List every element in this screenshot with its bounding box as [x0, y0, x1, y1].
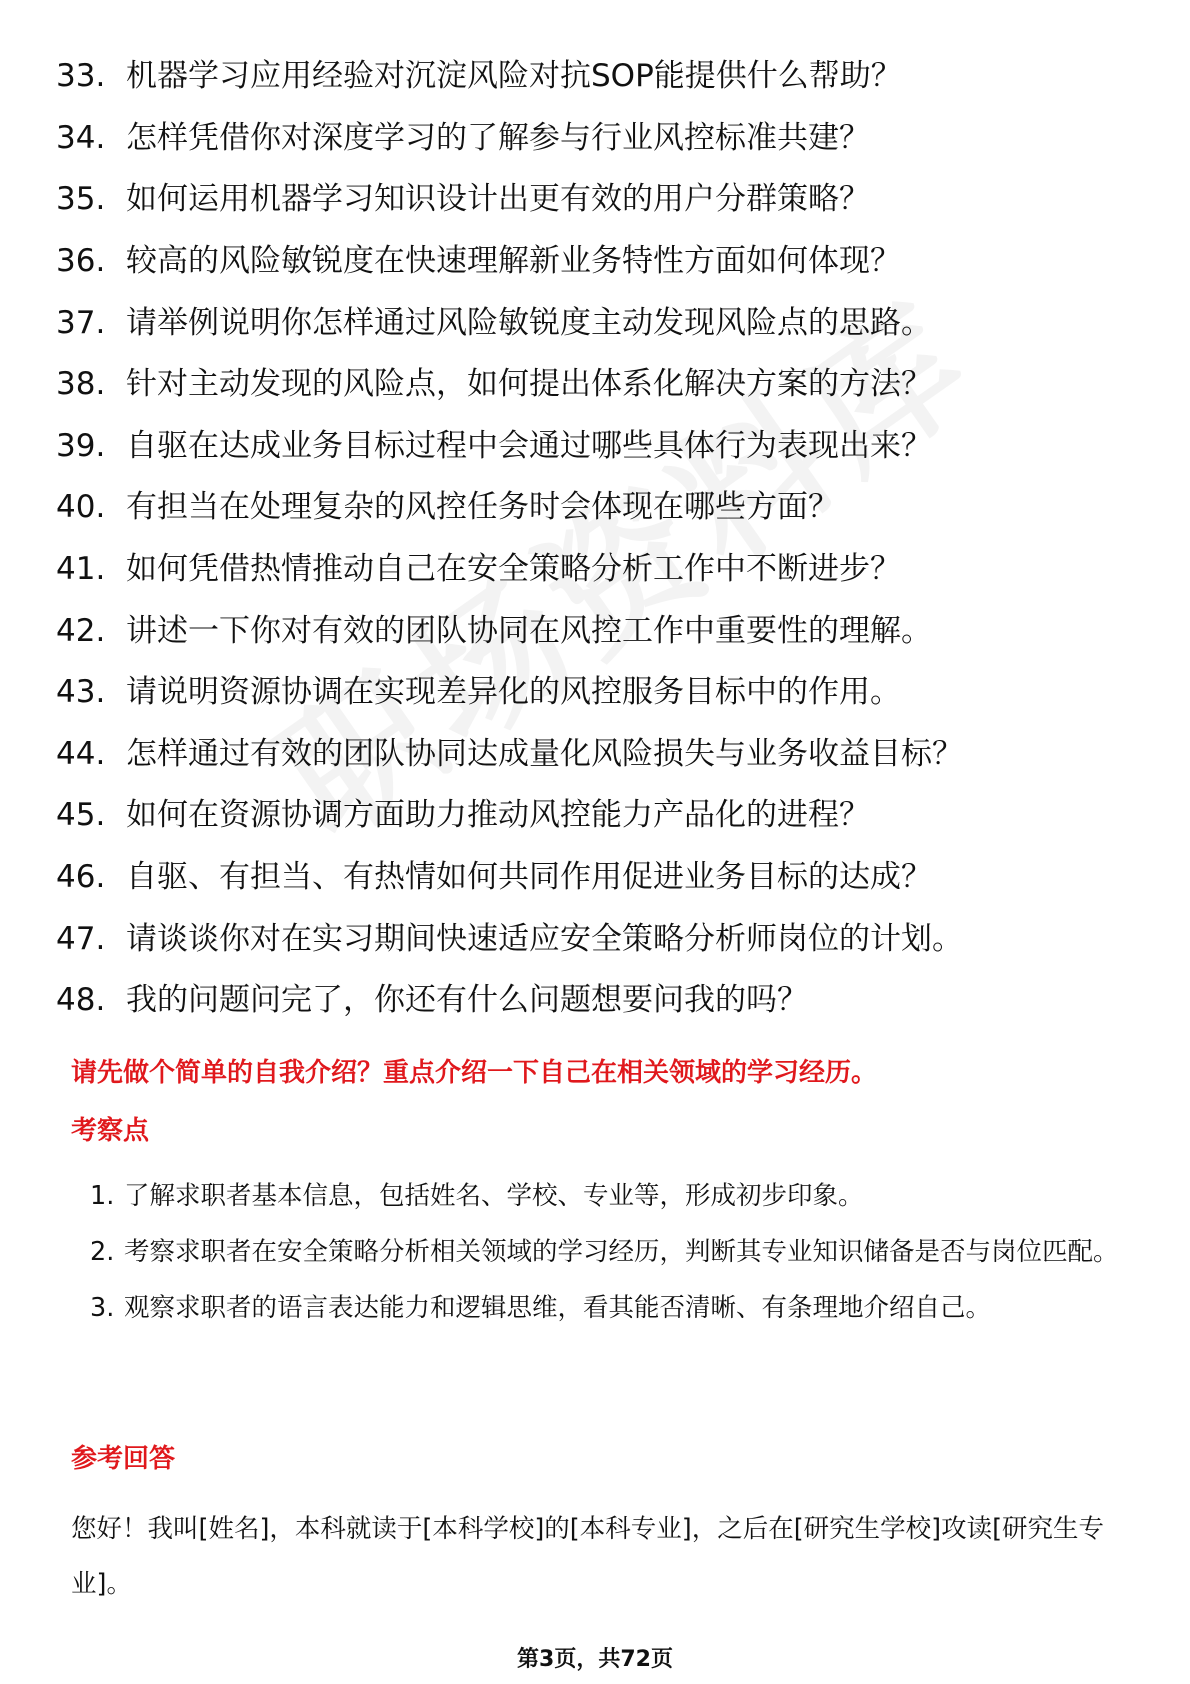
- question-number: 36.: [56, 243, 106, 280]
- question-item: [56, 600, 963, 662]
- question-item: [56, 785, 963, 847]
- question-item: [56, 724, 963, 786]
- question-number: 45.: [56, 797, 106, 834]
- question-text: 请谈谈你对在实习期间快速适应安全策略分析师岗位的计划。: [126, 920, 963, 957]
- question-item: [56, 46, 963, 108]
- question-number: 42.: [56, 612, 106, 649]
- question-text: 怎样凭借你对深度学习的了解参与行业风控标准共建？: [126, 119, 870, 156]
- question-text: 请举例说明你怎样通过风险敏锐度主动发现风险点的思路。: [126, 304, 932, 341]
- question-number: 34.: [56, 119, 106, 156]
- point-text: 观察求职者的语言表达能力和逻辑思维，看其能否清晰、有条理地介绍自己。: [124, 1293, 992, 1323]
- question-text: 机器学习应用经验对沉淀风险对抗SOP能提供什么帮助？: [126, 58, 902, 95]
- question-number: 48.: [56, 982, 106, 1019]
- question-item: [56, 908, 963, 970]
- question-item: [56, 416, 963, 478]
- question-number: 44.: [56, 735, 106, 772]
- question-text: 针对主动发现的风险点，如何提出体系化解决方案的方法？: [126, 366, 932, 403]
- question-text: 自驱、有担当、有热情如何共同作用促进业务目标的达成？: [126, 859, 932, 896]
- question-text: 怎样通过有效的团队协同达成量化风险损失与业务收益目标？: [126, 735, 963, 772]
- question-number: 47.: [56, 920, 106, 957]
- question-item: [56, 477, 963, 539]
- question-number: 33.: [56, 58, 106, 95]
- question-item: [56, 847, 963, 909]
- question-number: 38.: [56, 366, 106, 403]
- answer-paragraph: 您好！我叫[姓名]，本科就读于[本科学校]的[本科专业]，之后在[研究生学校]攻读[研究生专业]。: [71, 1514, 1105, 1599]
- question-text: 自驱在达成业务目标过程中会通过哪些具体行为表现出来？: [126, 427, 932, 464]
- question-number: 37.: [56, 304, 106, 341]
- question-item: [56, 539, 963, 601]
- question-item: [56, 292, 963, 354]
- list-item: [90, 1280, 1120, 1336]
- question-text: 如何运用机器学习知识设计出更有效的用户分群策略？: [126, 181, 870, 218]
- question-number: 35.: [56, 181, 106, 218]
- question-number: 46.: [56, 859, 106, 896]
- point-text: 考察求职者在安全策略分析相关领域的学习经历，判断其专业知识储备是否与岗位匹配。: [124, 1237, 1119, 1267]
- section-title-answer: 参考回答: [71, 1444, 176, 1474]
- question-text: 请说明资源协调在实现差异化的风控服务目标中的作用。: [126, 674, 901, 711]
- assessment-points-list: [90, 1168, 1120, 1336]
- question-item: [56, 662, 963, 724]
- question-item: [56, 231, 963, 293]
- question-number: 39.: [56, 427, 106, 464]
- list-item: [90, 1224, 1120, 1280]
- question-item: [56, 354, 963, 416]
- point-number: 2.: [90, 1237, 115, 1267]
- question-text: 我的问题问完了，你还有什么问题想要问我的吗？: [126, 982, 808, 1019]
- question-text: 有担当在处理复杂的风控任务时会体现在哪些方面？: [126, 489, 839, 526]
- question-number: 41.: [56, 551, 106, 588]
- question-number: 43.: [56, 674, 106, 711]
- point-number: 1.: [90, 1181, 115, 1211]
- question-list: [56, 46, 963, 1032]
- list-item: [90, 1168, 1120, 1224]
- main-question-heading: 请先做个简单的自我介绍？重点介绍一下自己在相关领域的学习经历。: [71, 1058, 878, 1088]
- question-text: 如何凭借热情推动自己在安全策略分析工作中不断进步？: [126, 551, 901, 588]
- point-number: 3.: [90, 1293, 115, 1323]
- question-text: 较高的风险敏锐度在快速理解新业务特性方面如何体现？: [126, 243, 901, 280]
- question-text: 讲述一下你对有效的团队协同在风控工作中重要性的理解。: [126, 612, 932, 649]
- question-text: 如何在资源协调方面助力推动风控能力产品化的进程？: [126, 797, 870, 834]
- question-number: 40.: [56, 489, 106, 526]
- question-item: [56, 970, 963, 1032]
- question-item: [56, 169, 963, 231]
- point-text: 了解求职者基本信息，包括姓名、学校、专业等，形成初步印象。: [124, 1181, 864, 1211]
- section-title-points: 考察点: [71, 1116, 150, 1146]
- question-item: [56, 108, 963, 170]
- page-footer: 第3页，共72页: [517, 1647, 673, 1672]
